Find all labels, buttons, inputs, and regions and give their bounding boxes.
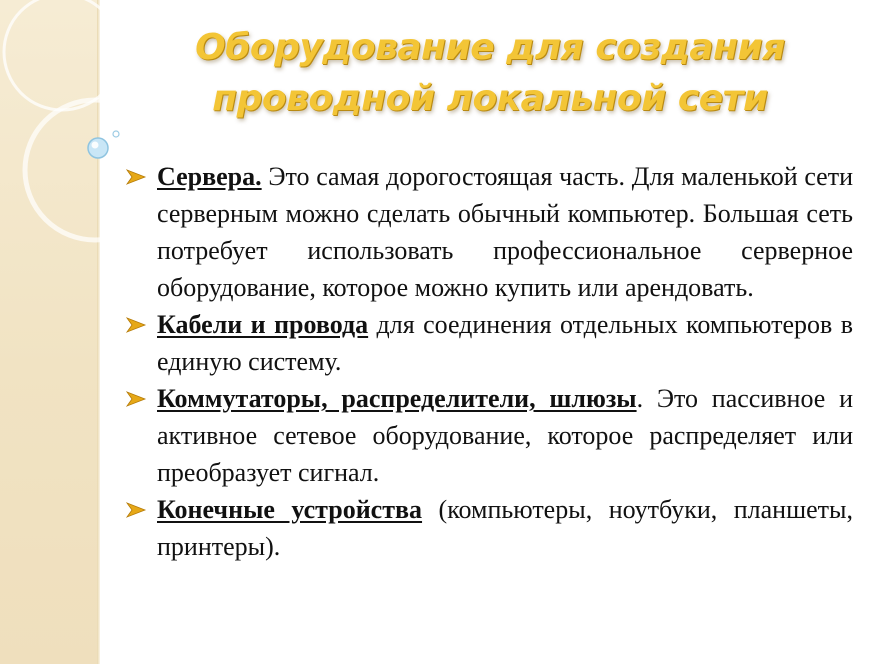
arrow-bullet-icon: [125, 169, 147, 185]
bullet-term: Коммутаторы, распределители, шлюзы: [157, 384, 637, 413]
title-line-1: Оборудование для создания: [195, 27, 785, 68]
bullet-text: . Это пассивное и активное сетевое оборудование, которое распределяет или преобразует сигнал.: [157, 384, 853, 487]
bullet-term: Конечные устройства: [157, 495, 423, 524]
bullet-item-servers: [125, 158, 853, 306]
title-line-2: проводной локальной сети: [212, 78, 768, 119]
bullet-text: Это самая дорогостоящая часть. Для маленькой сети серверным можно сделать обычный компьютер. Большая сеть потребует использовать профессиональное серверное оборудование, которое можно купить или арендовать.: [157, 162, 853, 302]
bullet-item-end-devices: [125, 491, 853, 565]
slide-title: [120, 22, 860, 124]
arrow-bullet-icon: [125, 317, 147, 333]
bullet-term: Сервера.: [157, 162, 262, 191]
bullet-item-cables: [125, 306, 853, 380]
bullet-text: для соединения отдельных компьютеров в единую систему.: [157, 310, 853, 376]
bullet-text: (компьютеры, ноутбуки, планшеты, принтеры).: [157, 495, 853, 561]
bullet-item-switches: [125, 380, 853, 491]
bullet-term: Кабели и провода: [157, 310, 369, 339]
arrow-bullet-icon: [125, 391, 147, 407]
arrow-bullet-icon: [125, 502, 147, 518]
bullet-list: [125, 158, 853, 565]
